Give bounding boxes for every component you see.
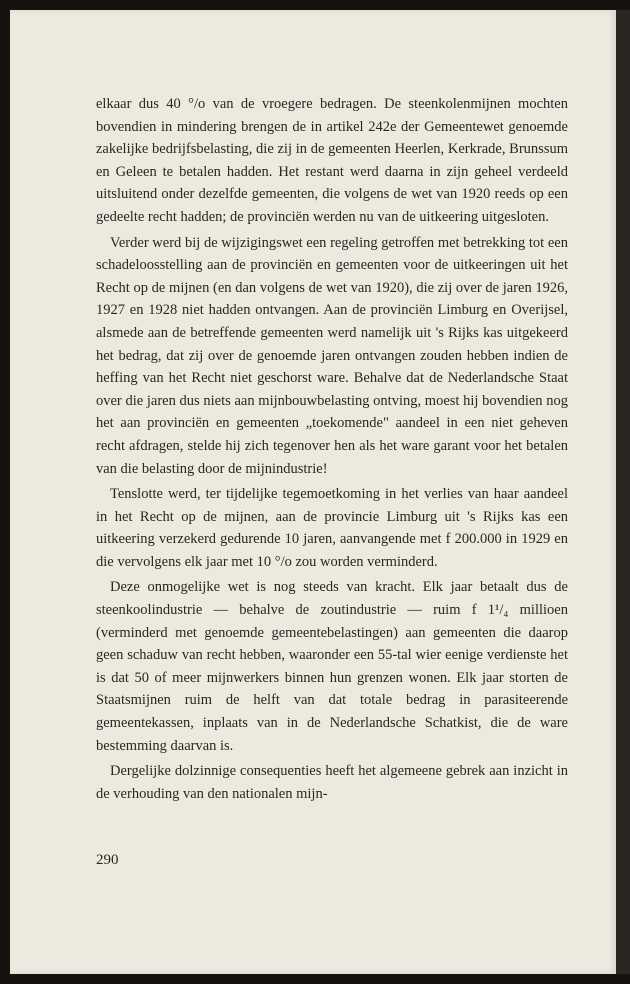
page-edge bbox=[616, 10, 630, 974]
page-number: 290 bbox=[96, 852, 119, 868]
paragraph-4: Deze onmogelijke wet is nog steeds van kracht. Elk jaar betaalt dus de steenkoolindustrie — behalve de zoutindustrie — ruim f 1¹/₄ millioen (verminderd met genoemde gemeentebelastingen) aan gemeenten die daarop geen schaduw van recht hebben, waaronder een 55-tal wier eenige verdienste het is dat 50 of meer mijnwerkers binnen hun grenzen wonen. Elk jaar storten de Staatsmijnen ruim de helft van dat totale bedrag in parasiteerende gemeentekassen, inplaats van in de Nederlandsche Schatkist, die de ware bestemming daarvan is. bbox=[96, 579, 568, 754]
paragraph-5: Dergelijke dolzinnige consequenties heeft het algemeene gebrek aan inzicht in de verhouding van den nationalen mijn- bbox=[96, 763, 568, 802]
paragraph-2: Verder werd bij de wijzigingswet een regeling getroffen met betrekking tot een schadeloosstelling aan de provinciën en gemeenten voor de uitkeeringen uit het Recht op de mijnen (en dan volgens de wet van 1920), die zij over de jaren 1926, 1927 en 1928 niet hadden ontvangen. Aan de provinciën Limburg en Overijsel, alsmede aan de betreffende gemeenten werd namelijk uit 's Rijks kas uitgekeerd het bedrag, dat zij over de genoemde jaren ontvangen zouden hebben indien de heffing van het Recht niet geschorst ware. Behalve dat de Nederlandsche Staat over die jaren dus niets aan mijnbouwbelasting ontving, moest hij bovendien nog het aan provinciën en gemeenten „toekomende" aandeel in een niet geheven recht afdragen, stelde hij zich tegenover hen als het ware garant voor het betalen van die belasting door de mijnindustrie! bbox=[96, 234, 568, 477]
paragraph-3: Tenslotte werd, ter tijdelijke tegemoetkoming in het verlies van haar aandeel in het Recht op de mijnen, aan de provincie Limburg uit 's Rijks kas een uitkeering verzekerd gedurende 10 jaren, aanvangende met f 200.000 in 1929 en die vervolgens elk jaar met 10 °/o zou worden verminderd. bbox=[96, 486, 568, 570]
paragraph-1: elkaar dus 40 °/o van de vroegere bedragen. De steenkolenmijnen mochten bovendien in mindering brengen de in artikel 242e der Gemeentewet genoemde zakelijke bedrijfsbelasting, die zij in de gemeenten Heerlen, Kerkrade, Brunssum en Geleen te betalen hadden. Het restant werd daarna in zijn geheel verdeeld uitsluitend onder dezelfde gemeenten, die volgens de wet van 1920 reeds op een gedeelte recht hadden; de provinciën werden nu van de uitkeering uitgesloten. bbox=[96, 96, 568, 225]
body-text bbox=[96, 93, 568, 805]
